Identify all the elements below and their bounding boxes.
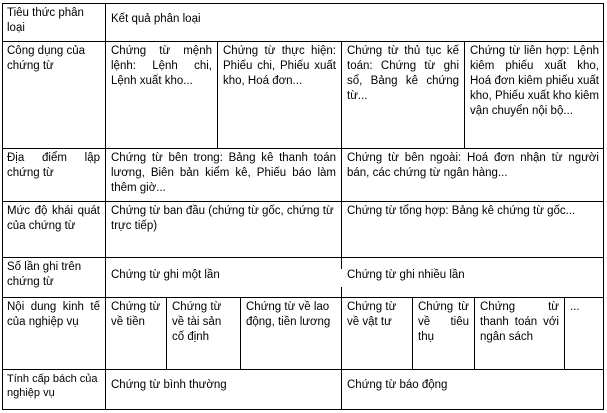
location-external-voucher: Chứng từ bên ngoài: Hoá đơn nhận từ người bán, các chứng từ ngân hàng... (347, 152, 599, 179)
classification-table (2, 3, 604, 410)
generality-original-voucher: Chứng từ ban đầu (chứng từ gốc, chứng từ trực tiếp) (111, 205, 334, 232)
table-border-top (2, 3, 604, 4)
column-divider (217, 41, 218, 148)
row-generality-criterion: Mức độ khái quát của chứng từ (7, 205, 100, 232)
purpose-procedure-voucher: Chứng từ thủ tục kế toán: Chứng từ ghi sổ, Bảng kê chứng từ... (347, 45, 459, 102)
purpose-combined-voucher: Chứng từ liên hợp: Lệnh kiêm phiếu xuất kho, Hoá đơn kiêm phiếu xuất kho, Phiếu xuất kho kiêm vận chuyển nội bộ... (470, 45, 599, 117)
economic-ellipsis: ... (570, 301, 580, 313)
row-urgency-criterion: Tính cấp bách của nghiệp vụ (7, 373, 98, 399)
economic-fixed-asset-voucher: Chứng từ về tài sản cố định (172, 301, 222, 343)
header-criterion: Tiêu thức phân loại (7, 7, 84, 34)
column-divider (341, 41, 342, 269)
column-divider (166, 297, 167, 369)
column-divider (412, 297, 413, 369)
economic-materials-voucher: Chứng từ về vật tư (347, 301, 397, 328)
economic-labor-voucher: Chứng từ về lao động, tiền lương (246, 301, 331, 328)
column-divider (240, 297, 241, 369)
urgency-alarm-voucher: Chứng từ báo động (347, 379, 448, 391)
purpose-execution-voucher: Chứng từ thực hiện: Phiếu chi, Phiếu xuất kho, Hoá đơn... (223, 45, 336, 87)
economic-cash-voucher: Chứng từ về tiền (111, 301, 161, 328)
row-location-criterion: Địa điểm lập chứng từ (7, 152, 100, 179)
row-divider (2, 297, 604, 298)
row-recording-count-criterion: Số lần ghi trên chứng từ (7, 261, 82, 288)
column-divider (474, 297, 475, 369)
row-divider (2, 41, 604, 42)
table-border-right (603, 3, 604, 410)
column-divider (564, 297, 565, 369)
column-divider (464, 41, 465, 148)
header-result: Kết quả phân loại (111, 13, 201, 25)
generality-summary-voucher: Chứng từ tổng hợp: Bảng kê chứng từ gốc... (347, 205, 576, 217)
row-divider (2, 148, 604, 149)
recording-multiple-voucher: Chứng từ ghi nhiều lần (347, 269, 465, 281)
urgency-normal-voucher: Chứng từ bình thường (111, 379, 227, 391)
purpose-command-voucher: Chứng từ mệnh lệnh: Lệnh chi, Lệnh xuất kho... (111, 45, 212, 87)
row-divider (2, 369, 604, 370)
criterion-column-divider (105, 3, 106, 410)
table-border-left (2, 3, 3, 410)
row-purpose-criterion: Công dụng của chứng từ (7, 45, 86, 72)
row-divider (2, 257, 604, 258)
location-internal-voucher: Chứng từ bên trong: Bảng kê thanh toán lương, Biên bản kiểm kê, Phiếu báo làm thêm giờ... (111, 152, 336, 194)
row-divider (2, 201, 604, 202)
column-divider (341, 287, 342, 409)
recording-single-voucher: Chứng từ ghi một lần (111, 269, 220, 281)
economic-sales-voucher: Chứng từ về tiêu thụ (418, 301, 469, 343)
table-border-bottom (2, 409, 604, 410)
row-economic-content-criterion: Nội dung kinh tế của nghiệp vụ (7, 301, 100, 328)
economic-budget-payment-voucher: Chứng từ thanh toán với ngân sách (480, 301, 559, 343)
